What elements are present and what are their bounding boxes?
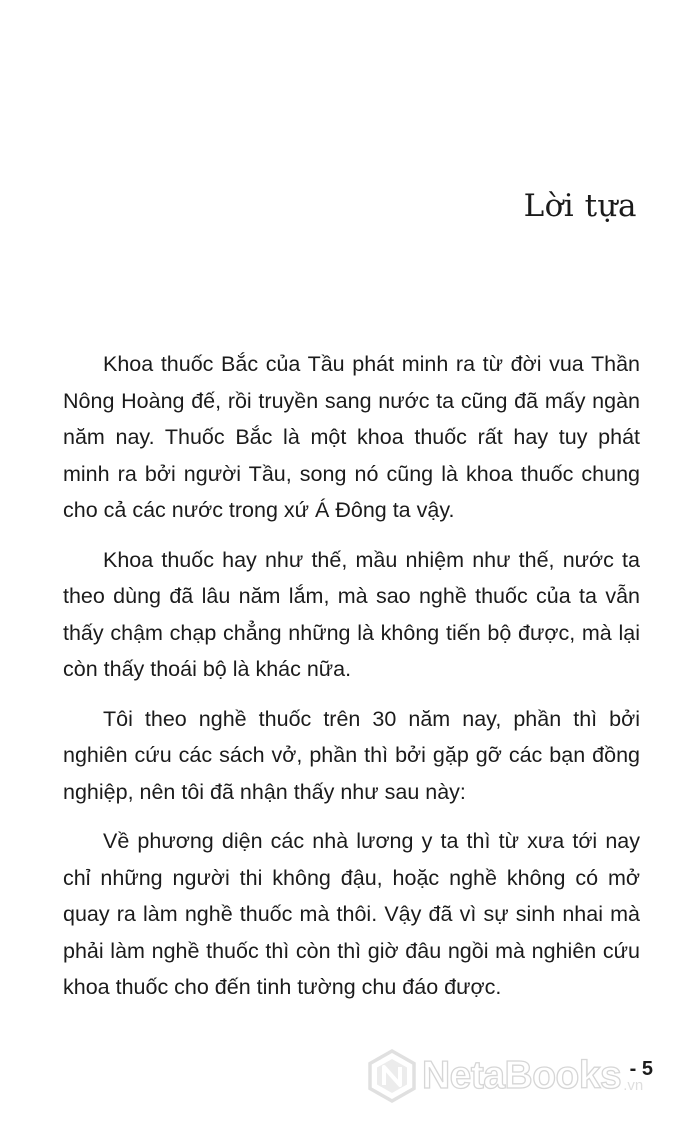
paragraph-1: Khoa thuốc Bắc của Tầu phát minh ra từ đời vua Thần Nông Hoàng đế, rồi truyền sang nước ta cũng đã mấy ngàn năm nay. Thuốc Bắc là một khoa thuốc rất hay tuy phát minh ra bởi người Tầu, song nó cũng là khoa thuốc chung cho cả các nước trong xứ Á Đông ta vậy. — [63, 352, 640, 522]
watermark-suffix: .vn — [623, 1076, 644, 1094]
watermark-brand: NetaBooks — [422, 1054, 622, 1097]
page-title: Lời tựa — [523, 188, 637, 224]
body-text — [63, 346, 640, 1019]
page-number: - 5 — [629, 1058, 653, 1080]
paragraph-3: Tôi theo nghề thuốc trên 30 năm nay, phần thì bởi nghiên cứu các sách vở, phần thì bởi gặp gỡ các bạn đồng nghiệp, nên tôi đã nhận thấy như sau này: — [63, 706, 640, 804]
paragraph-4: Về phương diện các nhà lương y ta thì từ xưa tới nay chỉ những người thi không đậu, hoặc nghề không có mở quay ra làm nghề thuốc mà thôi. Vậy đã vì sự sinh nhai mà phải làm nghề thuốc thì còn thì giờ đâu ngồi mà nghiên cứu khoa thuốc cho đến tinh tường chu đáo được. — [63, 829, 640, 999]
netabooks-logo-icon — [366, 1048, 418, 1104]
watermark — [366, 1046, 643, 1106]
paragraph-2: Khoa thuốc hay như thế, mầu nhiệm như thế, nước ta theo dùng đã lâu năm lắm, mà sao nghề thuốc của ta vẫn thấy chậm chạp chẳng những là không tiến bộ được, mà lại còn thấy thoái bộ là khác nữa. — [63, 547, 640, 681]
